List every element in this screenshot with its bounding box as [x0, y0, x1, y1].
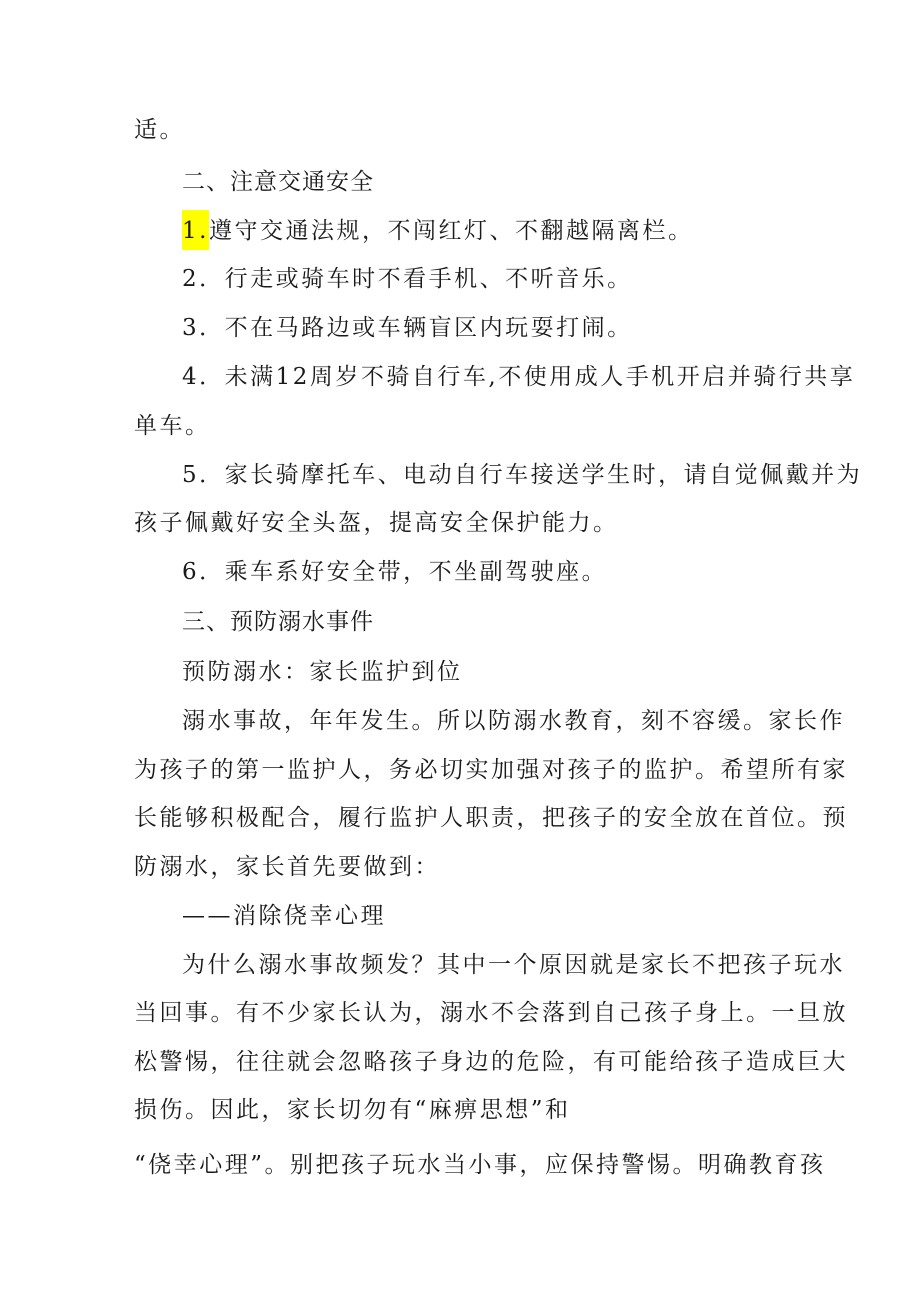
highlighted-list-number: 1. [182, 210, 209, 250]
paragraph-line: 为什么溺水事故频发？其中一个原因就是家长不把孩子玩水 [182, 952, 845, 978]
subheading-eliminate-luck: ——消除侥幸心理 [182, 903, 386, 929]
paragraph-continuation: 适。 [134, 117, 185, 143]
subheading-parent-supervision: 预防溺水：家长监护到位 [182, 659, 463, 685]
list-item-6: 6．乘车系好安全带，不坐副驾驶座。 [182, 559, 608, 585]
list-item-1 [182, 216, 693, 246]
paragraph-line: 为孩子的第一监护人，务必切实加强对孩子的监护。希望所有家 [134, 757, 848, 783]
list-item-4: 4．未满12周岁不骑自行车,不使用成人手机开启并骑行共享 [182, 364, 856, 390]
paragraph-line: 溺水事故，年年发生。所以防溺水教育，刻不容缓。家长作 [182, 708, 845, 734]
list-item-1-text: 遵守交通法规，不闯红灯、不翻越隔离栏。 [208, 218, 694, 244]
paragraph-line: 松警惕，往往就会忽略孩子身边的危险，有可能给孩子造成巨大 [134, 1049, 848, 1075]
paragraph-line: 防溺水，家长首先要做到： [134, 854, 440, 880]
list-item-4-continuation: 单车。 [134, 413, 211, 439]
list-item-2: 2．行走或骑车时不看手机、不听音乐。 [182, 266, 633, 292]
list-item-5: 5．家长骑摩托车、电动自行车接送学生时，请自觉佩戴并为 [182, 462, 863, 488]
section-heading-traffic-safety: 二、注意交通安全 [182, 169, 374, 195]
paragraph-line: “侥幸心理”。别把孩子玩水当小事，应保持警惕。明确教育孩 [134, 1152, 826, 1178]
list-item-3: 3．不在马路边或车辆盲区内玩耍打闹。 [182, 315, 633, 341]
paragraph-line: 长能够积极配合，履行监护人职责，把孩子的安全放在首位。预 [134, 805, 848, 831]
paragraph-line: 损伤。因此，家长切勿有“麻痹思想”和 [134, 1097, 571, 1123]
section-heading-drowning-prevention: 三、预防溺水事件 [182, 609, 374, 635]
paragraph-line: 当回事。有不少家长认为，溺水不会落到自己孩子身上。一旦放 [134, 1000, 848, 1026]
list-item-5-continuation: 孩子佩戴好安全头盔，提高安全保护能力。 [134, 510, 619, 536]
